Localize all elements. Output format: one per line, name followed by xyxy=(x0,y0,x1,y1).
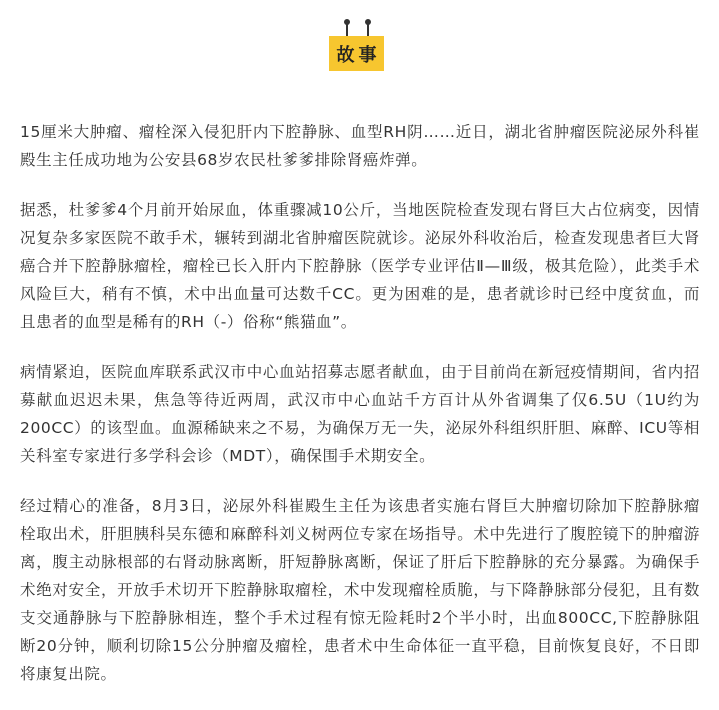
article-paragraph-2: 据悉，杜爹爹4个月前开始尿血，体重骤减10公斤，当地医院检查发现右肾巨大占位病变，因情况复杂多家医院不敢手术，辗转到湖北省肿瘤医院就诊。泌尿外科收治后，检查发现患者巨大肾癌合并下腔静脉瘤栓，瘤栓已长入肝内下腔静脉（医学专业评估Ⅱ—Ⅲ级，极其危险），此类手术风险巨大，稍有不慎，术中出血量可达数千CC。更为困难的是，患者就诊时已经中度贫血，而且患者的血型是稀有的RH（-）俗称“熊猫血”。 xyxy=(20,201,700,331)
article-paragraph-3: 病情紧迫，医院血库联系武汉市中心血站招募志愿者献血，由于目前尚在新冠疫情期间，省内招募献血迟迟未果，焦急等待近两周，武汉市中心血站千方百计从外省调集了仅6.5U（1U约为200CC）的该型血。血源稀缺来之不易，为确保万无一失，泌尿外科组织肝胆、麻醉、ICU等相关科室专家进行多学科会诊（MDT），确保围手术期安全。 xyxy=(20,363,700,465)
article-paragraph-1: 15厘米大肿瘤、瘤栓深入侵犯肝内下腔静脉、血型RH阴……近日，湖北省肿瘤医院泌尿外科崔殿生主任成功地为公安县68岁农民杜爹爹排除肾癌炸弹。 xyxy=(20,123,700,169)
story-header xyxy=(0,0,719,80)
section-badge: 故事 xyxy=(329,36,384,71)
article-paragraph-4: 经过精心的准备，8月3日，泌尿外科崔殿生主任为该患者实施右肾巨大肿瘤切除加下腔静脉瘤栓取出术，肝胆胰科吴东德和麻醉科刘义树两位专家在场指导。术中先进行了腹腔镜下的肿瘤游离，腹主动脉根部的右肾动脉离断，肝短静脉离断，保证了肝后下腔静脉的充分暴露。为确保手术绝对安全，开放手术切开下腔静脉取瘤栓，术中发现瘤栓质脆，与下降静脉部分侵犯，且有数支交通静脉与下腔静脉相连，整个手术过程有惊无险耗时2个半小时，出血800CC,下腔静脉阻断20分钟，顺利切除15公分肿瘤及瘤栓，患者术中生命体征一直平稳，目前恢复良好，不日即将康复出院。 xyxy=(20,497,700,683)
article-body xyxy=(20,118,700,710)
